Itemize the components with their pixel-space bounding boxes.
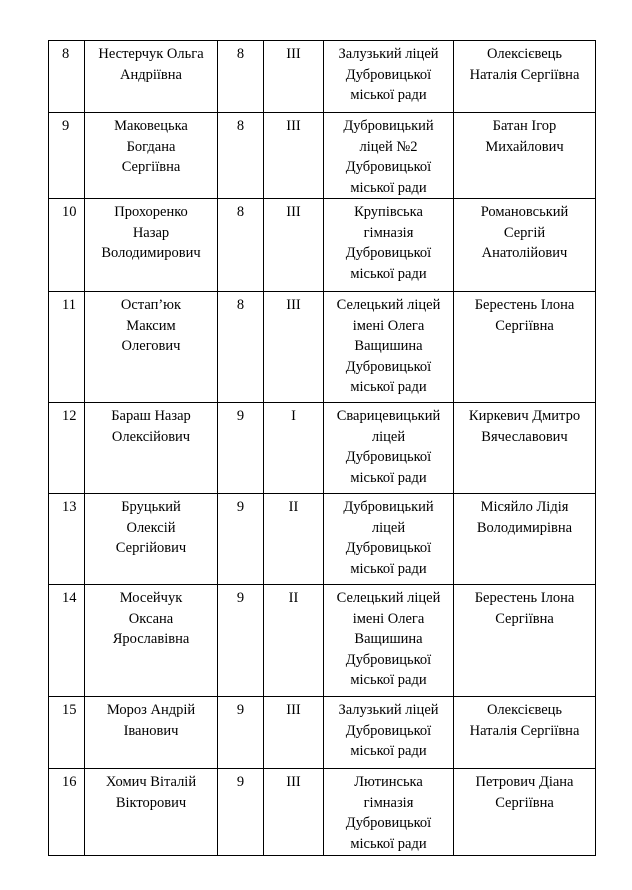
grade-cell: 8: [218, 199, 264, 292]
teacher-line: Вячеславович: [481, 428, 568, 445]
table-row: [49, 113, 596, 199]
school-cell: [324, 41, 454, 113]
table-row: [49, 199, 596, 292]
school-line: Дубровицький: [343, 118, 434, 134]
row-number-cell: 13: [49, 494, 85, 585]
teacher-cell: [454, 403, 596, 494]
table-row: [49, 585, 596, 697]
school-line: Дубровицької: [345, 159, 432, 175]
participant-name-cell: [85, 585, 218, 697]
participant-name-line: Володимирович: [101, 245, 201, 261]
teacher-line: Сергіївна: [495, 610, 554, 627]
place-cell: ІІ: [264, 494, 324, 585]
school-line: ліцей: [371, 519, 406, 536]
school-line: Дубровицької: [345, 540, 432, 556]
teacher-line: Михайлович: [485, 138, 564, 155]
teacher-cell: [454, 41, 596, 113]
table-row: [49, 41, 596, 113]
participant-name-line: Назар: [132, 224, 170, 241]
participant-name-line: Нестерчук Ольга: [98, 46, 204, 62]
participant-name-line: Мосейчук: [119, 590, 183, 606]
grade-cell: 8: [218, 41, 264, 113]
teacher-line: Берестень Ілона: [474, 590, 575, 606]
school-cell: [324, 585, 454, 697]
grade-cell: 9: [218, 769, 264, 856]
participant-name-line: Мороз Андрій: [106, 702, 196, 718]
school-line: Ващишина: [354, 338, 423, 354]
row-number-cell: 12: [49, 403, 85, 494]
teacher-line: Сергіївна: [495, 317, 554, 334]
teacher-line: Володимирівна: [476, 519, 573, 536]
participant-name-line: Іванович: [123, 722, 179, 739]
participant-name-cell: [85, 292, 218, 403]
school-line: Залузький ліцей: [338, 702, 439, 718]
teacher-line: Батан Ігор: [492, 118, 557, 134]
school-line: гімназія: [363, 224, 414, 241]
teacher-line: Місяйло Лідія: [480, 499, 569, 515]
school-cell: [324, 494, 454, 585]
school-line: Дубровицької: [345, 815, 432, 831]
participant-name-cell: [85, 113, 218, 199]
school-line: Дубровицької: [345, 66, 432, 83]
school-cell: [324, 769, 454, 856]
participant-name-line: Сергійович: [115, 540, 187, 556]
row-number-cell: 15: [49, 697, 85, 769]
results-table: [48, 40, 596, 856]
participant-name-line: Андріївна: [120, 66, 182, 83]
participant-name-line: Хомич Віталій: [105, 774, 197, 790]
place-cell: ІІ: [264, 585, 324, 697]
grade-cell: 9: [218, 494, 264, 585]
teacher-cell: [454, 769, 596, 856]
school-line: міської ради: [350, 469, 427, 486]
participant-name-cell: [85, 41, 218, 113]
grade-cell: 9: [218, 403, 264, 494]
teacher-line: Петрович Діана: [475, 774, 574, 790]
school-line: міської ради: [350, 835, 427, 852]
teacher-cell: [454, 585, 596, 697]
school-line: міської ради: [350, 560, 427, 577]
place-cell: ІІІ: [264, 41, 324, 113]
school-line: Лютинська: [354, 774, 423, 790]
table-row: [49, 494, 596, 585]
place-cell: ІІІ: [264, 769, 324, 856]
school-line: Дубровицької: [345, 722, 432, 739]
school-cell: [324, 113, 454, 199]
school-cell: [324, 403, 454, 494]
place-cell: ІІІ: [264, 113, 324, 199]
participant-name-line: Богдана: [126, 138, 176, 155]
teacher-cell: [454, 199, 596, 292]
table-row: [49, 403, 596, 494]
teacher-line: Киркевич Дмитро: [468, 408, 581, 424]
participant-name-line: Прохоренко: [114, 204, 188, 220]
school-cell: [324, 697, 454, 769]
participant-name-cell: [85, 769, 218, 856]
teacher-line: Олексієвець: [486, 46, 563, 62]
grade-cell: 8: [218, 292, 264, 403]
teacher-line: Берестень Ілона: [474, 297, 575, 313]
school-line: Дубровицький: [343, 499, 434, 515]
place-cell: ІІІ: [264, 199, 324, 292]
school-line: Залузький ліцей: [338, 46, 439, 62]
table-row: [49, 697, 596, 769]
table-row: [49, 292, 596, 403]
school-line: Ващишина: [354, 631, 423, 647]
row-number-cell: 16: [49, 769, 85, 856]
row-number-cell: 10: [49, 199, 85, 292]
school-line: міської ради: [350, 379, 427, 395]
teacher-line: Анатолійович: [481, 245, 568, 261]
school-line: міської ради: [350, 672, 427, 688]
teacher-line: Наталія Сергіївна: [469, 722, 580, 739]
participant-name-line: Бруцький: [121, 499, 181, 515]
grade-cell: 9: [218, 585, 264, 697]
participant-name-line: Маковецька: [114, 118, 188, 134]
place-cell: ІІІ: [264, 697, 324, 769]
participant-name-cell: [85, 494, 218, 585]
school-line: міської ради: [350, 87, 427, 103]
row-number-cell: 11: [49, 292, 85, 403]
school-line: Сварицевицький: [336, 408, 441, 424]
school-line: імені Олега: [352, 317, 425, 334]
teacher-cell: [454, 292, 596, 403]
school-line: Дубровицької: [345, 449, 432, 465]
teacher-cell: [454, 697, 596, 769]
participant-name-line: Бараш Назар: [111, 408, 191, 424]
teacher-line: Сергій: [503, 224, 546, 241]
school-line: гімназія: [363, 794, 414, 811]
school-line: міської ради: [350, 265, 427, 282]
participant-name-cell: [85, 199, 218, 292]
teacher-cell: [454, 113, 596, 199]
table-row: [49, 769, 596, 856]
teacher-line: Наталія Сергіївна: [469, 66, 580, 83]
participant-name-line: Олексійович: [111, 428, 191, 445]
results-table-body: [49, 41, 596, 856]
teacher-line: Романовський: [480, 204, 569, 220]
grade-cell: 8: [218, 113, 264, 199]
school-line: ліцей: [371, 428, 406, 445]
row-number-cell: 8: [49, 41, 85, 113]
participant-name-cell: [85, 403, 218, 494]
school-line: Селецький ліцей: [336, 590, 441, 606]
school-line: міської ради: [350, 179, 427, 196]
participant-name-line: Олегович: [121, 338, 181, 354]
participant-name-line: Оксана: [128, 610, 174, 627]
place-cell: ІІІ: [264, 292, 324, 403]
participant-name-line: Олексій: [126, 519, 176, 536]
teacher-cell: [454, 494, 596, 585]
school-line: Селецький ліцей: [336, 297, 441, 313]
school-line: Дубровицької: [345, 651, 432, 668]
school-line: Дубровицької: [345, 358, 432, 375]
place-cell: І: [264, 403, 324, 494]
row-number-cell: 9: [49, 113, 85, 199]
row-number-cell: 14: [49, 585, 85, 697]
school-line: Дубровицької: [345, 245, 432, 261]
participant-name-line: Максим: [126, 317, 176, 334]
participant-name-cell: [85, 697, 218, 769]
teacher-line: Олексієвець: [486, 702, 563, 718]
grade-cell: 9: [218, 697, 264, 769]
participant-name-line: Остап’юк: [120, 297, 182, 313]
school-line: імені Олега: [352, 610, 425, 627]
participant-name-line: Сергіївна: [121, 159, 181, 175]
teacher-line: Сергіївна: [495, 794, 554, 811]
school-line: міської ради: [350, 743, 427, 759]
school-line: ліцей №2: [359, 138, 418, 155]
school-line: Крупівська: [354, 204, 423, 220]
school-cell: [324, 292, 454, 403]
participant-name-line: Вікторович: [115, 794, 187, 811]
school-cell: [324, 199, 454, 292]
participant-name-line: Ярославівна: [112, 631, 190, 647]
